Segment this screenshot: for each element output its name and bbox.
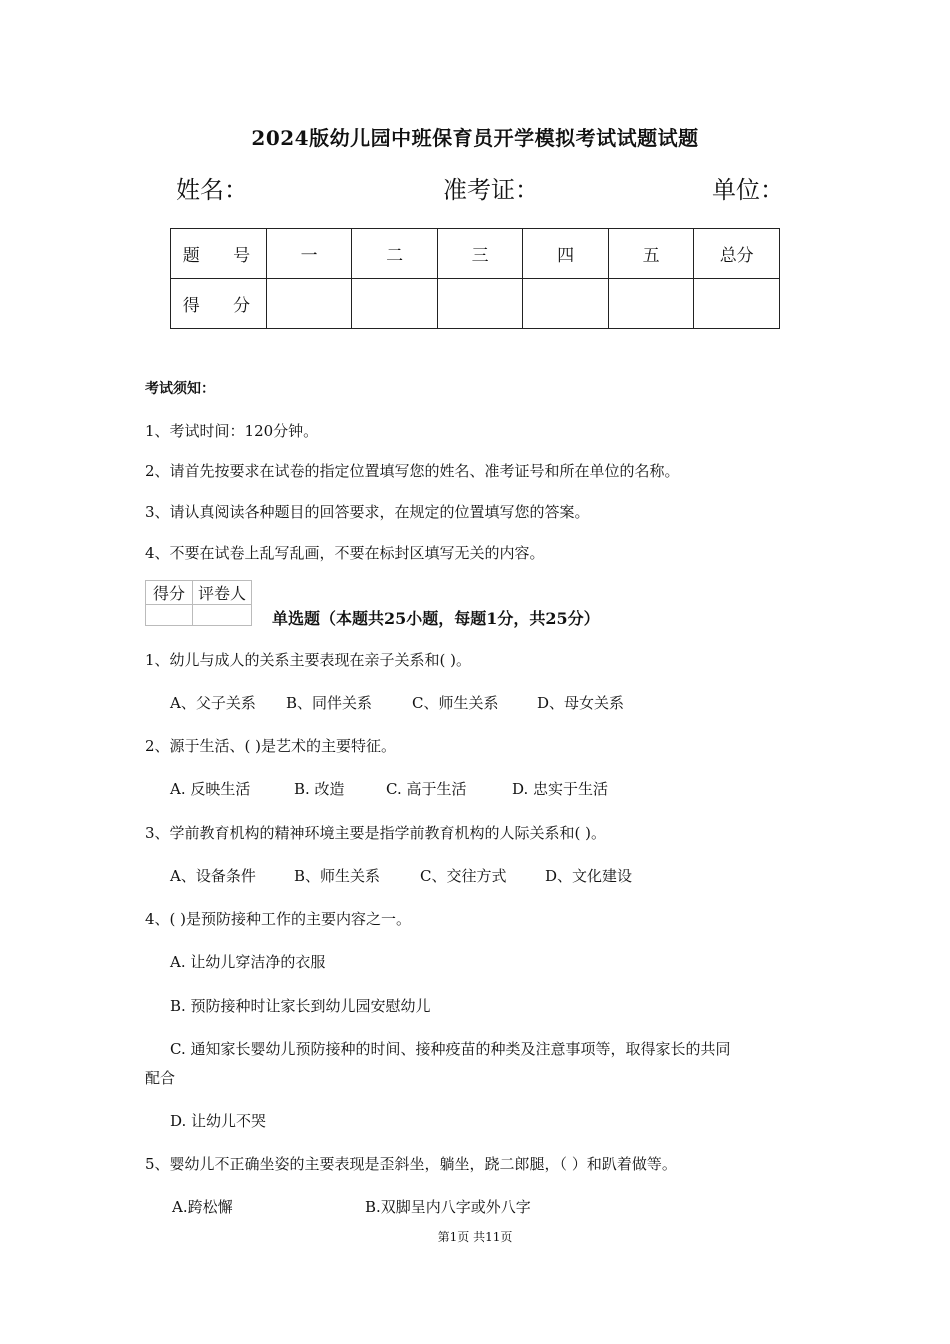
question-option: D. 忠实于生活	[512, 780, 609, 798]
notice-item: 3、请认真阅读各种题目的回答要求，在规定的位置填写您的答案。	[145, 503, 590, 521]
question-option: B、师生关系	[294, 867, 381, 885]
question-option: B. 改造	[294, 780, 345, 798]
score-header-cell: 四	[523, 229, 609, 279]
score-input-cell[interactable]	[437, 279, 523, 329]
notice-item: 2、请首先按要求在试卷的指定位置填写您的姓名、准考证号和所在单位的名称。	[145, 462, 680, 480]
score-table	[170, 228, 780, 329]
score-input-cell[interactable]	[523, 279, 609, 329]
name-label: 姓名：	[176, 176, 248, 204]
score-table-header-row	[171, 229, 780, 279]
question-stem: 3、学前教育机构的精神环境主要是指学前教育机构的人际关系和( )。	[145, 824, 607, 842]
question-option-continuation: 配合	[145, 1069, 176, 1087]
page-number: 第1页 共11页	[437, 1230, 513, 1244]
notice-item: 1、考试时间：120分钟。	[145, 422, 319, 440]
question-option: A、设备条件	[170, 867, 256, 885]
question-option: D、文化建设	[545, 867, 633, 885]
question-option: C. 高于生活	[386, 780, 467, 798]
question-stem: 2、源于生活、( )是艺术的主要特征。	[145, 737, 397, 755]
question-option: A. 反映生活	[170, 780, 251, 798]
grader-reviewer-label: 评卷人	[193, 581, 252, 605]
score-header-cell: 题 号	[171, 229, 267, 279]
score-header-cell: 一	[266, 229, 352, 279]
section-title: 单选题（本题共25小题，每题1分，共25分）	[272, 609, 600, 628]
question-option: C. 通知家长婴幼儿预防接种的时间、接种疫苗的种类及注意事项等，取得家长的共同	[170, 1040, 731, 1058]
question-option: A. 让幼儿穿洁净的衣服	[170, 953, 326, 971]
score-row-label: 得 分	[171, 279, 267, 329]
score-input-cell[interactable]	[694, 279, 780, 329]
exam-number-label: 准考证：	[443, 176, 539, 204]
question-option: A.跨松懈	[172, 1198, 233, 1216]
score-header-cell: 五	[608, 229, 694, 279]
question-option: B、同伴关系	[286, 694, 373, 712]
notice-title: 考试须知：	[145, 381, 215, 397]
grader-score-label: 得分	[146, 581, 193, 605]
score-input-cell[interactable]	[352, 279, 438, 329]
score-header-cell: 二	[352, 229, 438, 279]
score-input-cell[interactable]	[266, 279, 352, 329]
question-option: D. 让幼儿不哭	[170, 1112, 267, 1130]
question-option: B.双脚呈内八字或外八字	[365, 1198, 531, 1216]
score-header-cell: 三	[437, 229, 523, 279]
grader-reviewer-cell[interactable]	[193, 605, 252, 626]
score-table-score-row	[171, 279, 780, 329]
question-option: A、父子关系	[170, 694, 256, 712]
grader-box	[145, 580, 252, 626]
unit-label: 单位：	[712, 176, 784, 204]
question-option: C、交往方式	[420, 867, 507, 885]
page-title: 2024版幼儿园中班保育员开学模拟考试试题试题	[251, 126, 699, 150]
grader-score-cell[interactable]	[146, 605, 193, 626]
question-option: D、母女关系	[537, 694, 625, 712]
question-stem: 1、幼儿与成人的关系主要表现在亲子关系和( )。	[145, 651, 472, 669]
question-stem: 4、( )是预防接种工作的主要内容之一。	[145, 910, 412, 928]
question-option: C、师生关系	[412, 694, 499, 712]
score-header-cell: 总分	[694, 229, 780, 279]
notice-item: 4、不要在试卷上乱写乱画，不要在标封区填写无关的内容。	[145, 544, 545, 562]
question-option: B. 预防接种时让家长到幼儿园安慰幼儿	[170, 997, 431, 1015]
question-stem: 5、婴幼儿不正确坐姿的主要表现是歪斜坐，躺坐，跷二郎腿，（ ）和趴着做等。	[145, 1155, 677, 1173]
score-input-cell[interactable]	[608, 279, 694, 329]
